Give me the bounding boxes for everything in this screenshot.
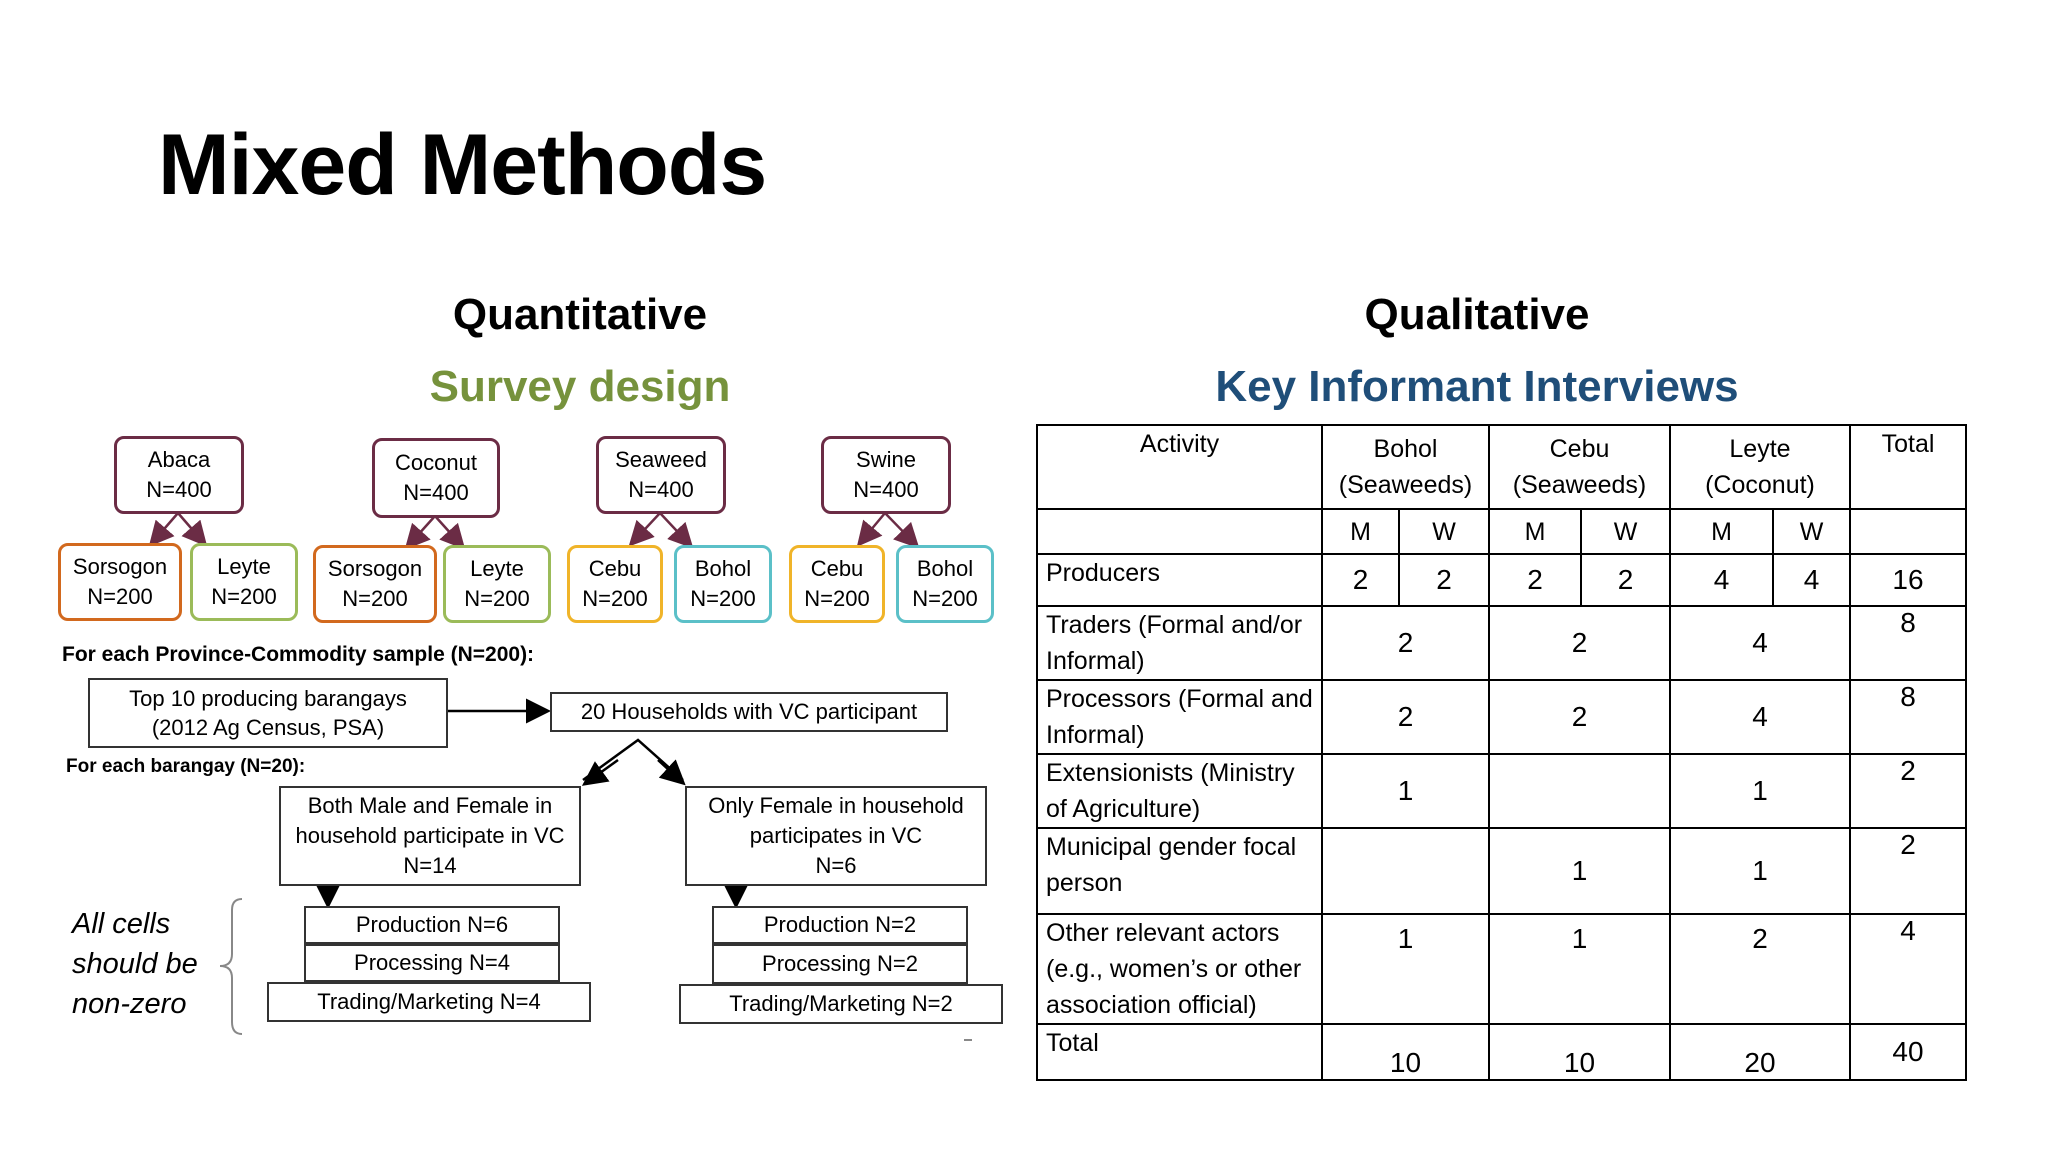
row-label: Processors (Formal and Informal) (1037, 680, 1322, 754)
female-trading-box: Trading/Marketing N=2 (679, 984, 1003, 1024)
both-count: N=14 (403, 853, 457, 878)
row-total: 2 (1850, 754, 1966, 828)
cell: 10 (1322, 1024, 1489, 1080)
cell: 1 (1670, 828, 1850, 914)
province-label: Bohol (916, 556, 974, 581)
cell: 1 (1322, 754, 1489, 828)
table-row-producers (1037, 554, 1966, 606)
cell: 2 (1670, 914, 1850, 1024)
qualitative-heading: Qualitative (1364, 290, 1590, 339)
gender-w: W (1399, 509, 1489, 554)
province-sorsogon-abaca (58, 543, 182, 621)
cell: 4 (1670, 606, 1850, 680)
female-production-box: Production N=2 (712, 906, 968, 944)
site-name: Cebu (1549, 435, 1610, 463)
province-label: Sorsogon (327, 556, 423, 581)
cell (1322, 828, 1489, 914)
quantitative-heading: Quantitative (452, 290, 708, 339)
row-total: 4 (1850, 914, 1966, 1024)
cell: 1 (1322, 914, 1489, 1024)
cell (1489, 754, 1670, 828)
female-line2: participates in VC (749, 823, 923, 848)
row-label: Producers (1037, 554, 1322, 606)
row-total: 40 (1850, 1024, 1966, 1080)
province-n: N=200 (87, 584, 153, 609)
commodity-n: N=400 (146, 477, 212, 502)
both-processing-box: Processing N=4 (304, 944, 560, 982)
cell: 2 (1322, 554, 1399, 606)
table-header-row (1037, 425, 1966, 509)
commodity-label: Coconut (395, 450, 477, 475)
note-line: should be (72, 948, 198, 980)
row-label: Total (1037, 1024, 1322, 1080)
province-bohol-swine (896, 545, 994, 623)
female-processing-box: Processing N=2 (712, 944, 968, 984)
page-title: Mixed Methods (158, 117, 767, 213)
cell: 2 (1489, 606, 1670, 680)
table-row (1037, 828, 1966, 914)
female-line1: Only Female in household (708, 793, 964, 818)
province-n: N=200 (690, 586, 756, 611)
commodity-n: N=400 (628, 477, 694, 502)
col-cebu (1489, 425, 1670, 509)
province-n: N=200 (464, 586, 530, 611)
gender-w: W (1773, 509, 1850, 554)
col-total: Total (1850, 425, 1966, 509)
cell: 2 (1489, 680, 1670, 754)
commodity-swine (821, 436, 951, 514)
all-cells-note (72, 904, 198, 1024)
cell: 20 (1670, 1024, 1850, 1080)
cell: 2 (1322, 606, 1489, 680)
site-name: Leyte (1729, 435, 1791, 463)
table-row (1037, 914, 1966, 1024)
province-cebu-seaweed (567, 545, 663, 623)
commodity-coconut (372, 438, 500, 518)
both-line1: Both Male and Female in (307, 793, 553, 818)
barangays-source: (2012 Ag Census, PSA) (151, 715, 385, 740)
both-line2: household participate in VC (295, 823, 565, 848)
female-only-box (685, 786, 987, 886)
province-n: N=200 (342, 586, 408, 611)
province-leyte-coconut (443, 545, 551, 623)
cell: 4 (1670, 554, 1773, 606)
both-participate-box (279, 786, 581, 886)
col-leyte (1670, 425, 1850, 509)
gender-row-label (1037, 509, 1322, 554)
gender-total (1850, 509, 1966, 554)
province-label: Cebu (588, 556, 642, 581)
cell: 2 (1322, 680, 1489, 754)
row-total: 16 (1850, 554, 1966, 606)
table-row-total (1037, 1024, 1966, 1080)
commodity-abaca (114, 436, 244, 514)
province-n: N=200 (211, 584, 277, 609)
commodity-seaweed (596, 436, 726, 514)
col-bohol (1322, 425, 1489, 509)
row-label: Other relevant actors (e.g., women’s or other association official) (1037, 914, 1322, 1024)
commodity-label: Seaweed (615, 447, 707, 472)
row-label: Extensionists (Ministry of Agriculture) (1037, 754, 1322, 828)
female-count: N=6 (815, 853, 857, 878)
gender-m: M (1670, 509, 1773, 554)
kii-table (1036, 424, 1967, 1081)
province-sorsogon-coconut (313, 545, 437, 623)
barangays-line: Top 10 producing barangays (129, 686, 407, 711)
kii-heading: Key Informant Interviews (1215, 362, 1739, 411)
table-row (1037, 754, 1966, 828)
note-line: non-zero (72, 988, 187, 1020)
cell: 4 (1670, 680, 1850, 754)
commodity-label: Abaca (147, 447, 211, 472)
cell: 4 (1773, 554, 1850, 606)
both-trading-box: Trading/Marketing N=4 (267, 982, 591, 1022)
province-label: Sorsogon (72, 554, 168, 579)
commodity-label: Swine (856, 447, 916, 472)
survey-design-heading: Survey design (429, 362, 731, 411)
note-line: All cells (72, 908, 171, 940)
row-total: 8 (1850, 680, 1966, 754)
gender-m: M (1322, 509, 1399, 554)
province-label: Leyte (217, 554, 271, 579)
cell: 2 (1581, 554, 1670, 606)
both-production-box: Production N=6 (304, 906, 560, 944)
cell: 1 (1489, 828, 1670, 914)
row-total: 2 (1850, 828, 1966, 914)
province-label: Bohol (694, 556, 752, 581)
province-label: Cebu (810, 556, 864, 581)
gender-row (1037, 509, 1966, 554)
site-name: Bohol (1373, 435, 1438, 463)
province-n: N=200 (912, 586, 978, 611)
row-label: Traders (Formal and/or Informal) (1037, 606, 1322, 680)
commodity-n: N=400 (853, 477, 919, 502)
province-leyte-abaca (190, 543, 298, 621)
gender-m: M (1489, 509, 1581, 554)
cell: 1 (1489, 914, 1670, 1024)
table-row (1037, 680, 1966, 754)
province-bohol-seaweed (674, 545, 772, 623)
col-activity: Activity (1037, 425, 1322, 509)
table-row (1037, 606, 1966, 680)
gender-w: W (1581, 509, 1670, 554)
province-cebu-swine (789, 545, 885, 623)
cell: 10 (1489, 1024, 1670, 1080)
cell: 2 (1489, 554, 1581, 606)
province-sample-note: For each Province-Commodity sample (N=200): (62, 643, 535, 666)
row-label: Municipal gender focal person (1037, 828, 1322, 914)
cell: 1 (1670, 754, 1850, 828)
site-commodity: (Seaweeds) (1338, 471, 1473, 499)
top-barangays-box (88, 678, 448, 748)
households-box: 20 Households with VC participant (550, 692, 948, 732)
site-commodity: (Seaweeds) (1512, 471, 1647, 499)
province-n: N=200 (582, 586, 648, 611)
barangay-note: For each barangay (N=20): (66, 756, 306, 777)
cell: 2 (1399, 554, 1489, 606)
site-commodity: (Coconut) (1705, 471, 1815, 499)
commodity-n: N=400 (403, 480, 469, 505)
province-n: N=200 (804, 586, 870, 611)
row-total: 8 (1850, 606, 1966, 680)
province-label: Leyte (470, 556, 524, 581)
